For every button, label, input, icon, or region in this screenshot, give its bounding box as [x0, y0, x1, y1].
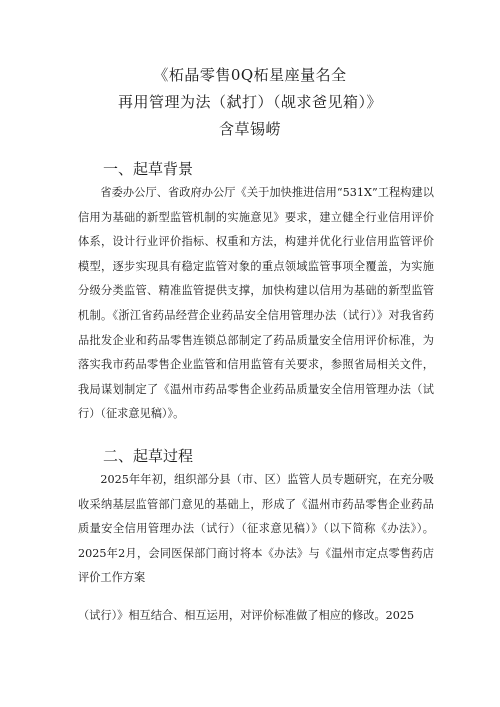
section-heading-process: 二、起草过程	[103, 447, 194, 465]
document-title-line-2: 再用管理为法（弑打）（觇求爸见箱）》	[117, 93, 382, 111]
document-title-line-3: 含草锡崂	[218, 120, 281, 138]
process-paragraph-continuation: （试行）》相互结合、相互运用，对评价标准做了相应的修改。2025	[78, 609, 415, 622]
section-heading-background: 一、起草背景	[103, 160, 194, 178]
background-paragraph: 省委办公厅、省政府办公厅《关于加快推进信用“531X”工程构建以信用为基础的新型监管机制的实施意见》要求，建立健全行业信用评价体系，设计行业评价指标、权重和方法，构建并优化行业信用监管评价模型，逐步实现具有稳定监管对象的重点领域监管事项全覆盖，为实施分级分类监管、精准监管提供支撑，加快构建以信用为基础的新型监管机制。《浙江省药品经营企业药品安全信用管理办法（试行）》对我省药品批发企业和药品零售连锁总部制定了药品质量安全信用评价标准，为落实我市药品零售企业监管和信用监管有关要求，参照省局相关文件，我局谋划制定了《温州市药品零售企业药品质量安全信用管理办法（试行）（征求意见稿）》。	[78, 186, 434, 421]
process-paragraph: 2025年年初，组织部分县（市、区）监管人员专题研究，在充分吸收采纳基层监管部门意见的基础上，形成了《温州市药品零售企业药品质量安全信用管理办法（试行）（征求意见稿）》（以下简称《办法》）。2025年2月，会同医保部门商讨将本《办法》与《温州市定点零售药店评价工作方案	[78, 473, 434, 585]
document-title-line-1: 《柘晶零售0Q柘星座量名全	[153, 66, 347, 84]
